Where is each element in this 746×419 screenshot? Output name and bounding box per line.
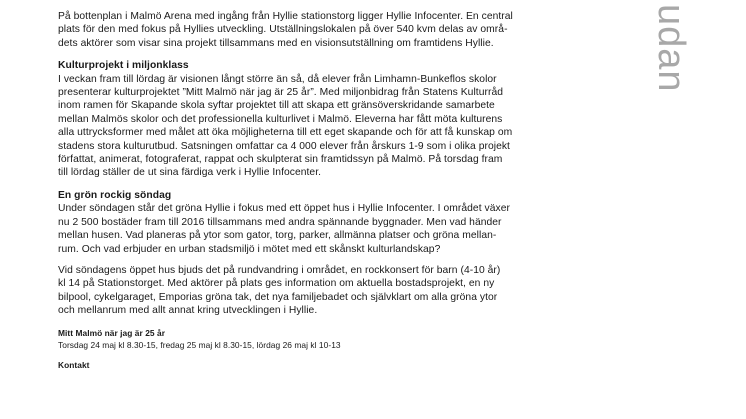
section-paragraph-gron-sondag xyxy=(58,202,563,256)
event-title: Mitt Malmö när jag är 25 år xyxy=(58,327,165,338)
text-line: alla uttrycksformer med målet att öka möjligheterna till ett eget skapande och för att få kunskap om xyxy=(58,127,513,139)
text-line: mellan husen. Vad planeras på ytor som gator, torg, parker, allmänna platser och gröna mellan- xyxy=(58,230,497,242)
text-line: bilpool, cykelgaraget, Emporias gröna tak, det nya familjebadet och självklart om alla gröna ytor xyxy=(58,291,498,303)
text-line: kl 14 på Stationstorget. Med aktörer på plats ges information om aktuella bostadsprojekt, en ny xyxy=(58,278,495,290)
section-paragraph-kulturprojekt xyxy=(58,73,563,180)
text-line: mellan Malmös skolor och det professionella kulturlivet i Malmö. Eleverna har fått möta kulturens xyxy=(58,113,503,125)
text-line: inom ramen för Skapande skola syftar projektet till att skapa ett gränsöverskridande samarbete xyxy=(58,100,495,112)
side-decoration xyxy=(640,4,692,124)
section-heading-kulturprojekt: Kulturprojekt i miljonklass xyxy=(58,60,189,72)
contact-heading: Kontakt xyxy=(58,359,90,370)
text-line: I veckan fram till lördag är visionen långt större än så, då elever från Limhamn-Bunkeflos skolor xyxy=(58,73,497,85)
section-paragraph-oppet-hus xyxy=(58,264,563,318)
text-line: Vid söndagens öppet hus bjuds det på rundvandring i området, en rockkonsert för barn (4-10 år) xyxy=(58,264,501,276)
text-line: stadens stora kulturutbud. Satsningen omfattar ca 4 000 elever från årskurs 1-9 som i olika projekt xyxy=(58,140,510,152)
text-line: plats för den med fokus på Hyllies utveckling. Utställningslokalen på över 540 kvm delas av områ- xyxy=(58,24,508,36)
event-schedule: Torsdag 24 maj kl 8.30-15, fredag 25 maj kl 8.30-15, lördag 26 maj kl 10-13 xyxy=(58,339,341,350)
text-line: dets aktörer som visar sina projekt tillsammans med en visionsutställning om framtidens Hyllie. xyxy=(58,37,494,49)
text-line: nu 2 500 bostäder fram till 2016 tillsammans med andra spännande byggnader. Men vad händer xyxy=(58,216,502,228)
text-line: På bottenplan i Malmö Arena med ingång från Hyllie stationstorg ligger Hyllie Infocenter. En central xyxy=(58,11,513,22)
document-body xyxy=(58,10,563,371)
text-line: Under söndagen står det gröna Hyllie i fokus med ett öppet hus i Hyllie Infocenter. I området växer xyxy=(58,203,510,215)
text-line: till lördag ställer de ut sina färdiga verk i Hyllie Infocenter. xyxy=(58,167,322,179)
intro-paragraph xyxy=(58,10,563,50)
side-text: udan xyxy=(650,4,692,93)
section-heading-gron-sondag: En grön rockig söndag xyxy=(58,189,172,201)
text-line: författat, animerat, fotograferat, rappat och skulpterat sin framtidssyn på Malmö. På torsdag fram xyxy=(58,154,503,166)
text-line: rum. Och vad erbjuder en urban stadsmiljö i mötet med ett skånskt kulturlandskap? xyxy=(58,243,441,255)
text-line: och mellanrum med allt annat kring utvecklingen i Hyllie. xyxy=(58,305,318,317)
text-line: presenterar kulturprojektet ”Mitt Malmö när jag är 25 år”. Med miljonbidrag från Statens Kulturråd xyxy=(58,87,503,99)
